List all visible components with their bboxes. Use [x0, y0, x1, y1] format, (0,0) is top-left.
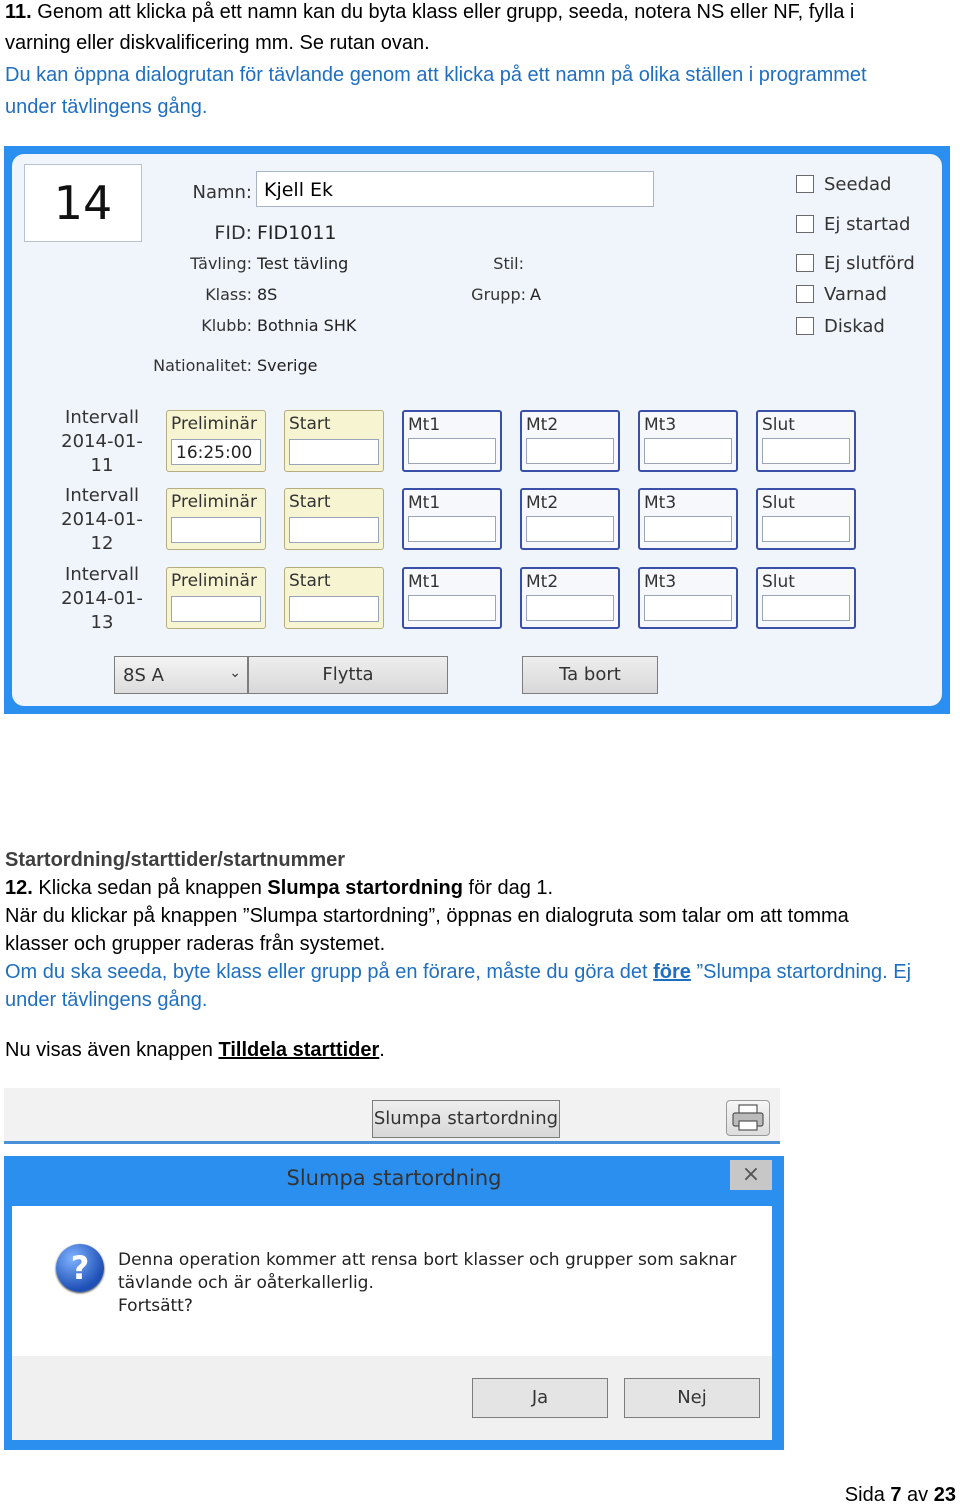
start-time-box[interactable]: Start: [284, 567, 384, 629]
mt2-time-box[interactable]: Mt2: [520, 567, 620, 629]
dialog-title: Slumpa startordning: [286, 1166, 502, 1190]
ej-slutford-checkbox[interactable]: Ej slutförd: [796, 251, 915, 275]
interval-label-1: Intervall 2014-01-11: [61, 407, 143, 476]
start-input[interactable]: [289, 439, 379, 465]
section-12-heading: Startordning/starttider/startnummer: [5, 849, 346, 871]
interval-label-2: Intervall 2014-01-12: [61, 485, 143, 554]
mt2-input[interactable]: [526, 516, 614, 542]
section-11-line-1: 11. Genom att klicka på ett namn kan du byta klass eller grupp, seeda, notera NS eller NF, fylla i: [5, 1, 855, 23]
section-11-note-line-1: Du kan öppna dialogrutan för tävlande genom att klicka på ett namn på olika ställen i programmet: [5, 64, 867, 86]
dialog-message-line-2: tävlande och är oåterkallerlig.: [118, 1273, 374, 1293]
stil-label: Stil:: [493, 254, 524, 273]
section-11-note-line-2: under tävlingens gång.: [5, 96, 208, 118]
varnad-checkbox[interactable]: Varnad: [796, 282, 887, 306]
klubb-value: Bothnia SHK: [257, 316, 357, 335]
preliminar-time-box[interactable]: Preliminär: [166, 488, 266, 550]
close-icon[interactable]: ×: [730, 1160, 772, 1190]
section-12-note-line-1: Om du ska seeda, byte klass eller grupp på en förare, måste du göra det före ”Slumpa startordning. Ej: [5, 961, 912, 983]
printer-icon: [727, 1101, 769, 1135]
no-button[interactable]: Nej: [624, 1378, 760, 1418]
section-12-line-2: När du klickar på knappen ”Slumpa startordning”, öppnas en dialogruta som talar om att tomma: [5, 905, 849, 927]
mt3-input[interactable]: [644, 595, 732, 621]
mt1-input[interactable]: [408, 438, 496, 464]
mt1-time-box[interactable]: Mt1: [402, 488, 502, 550]
competitor-dialog-body: [12, 154, 942, 706]
section-12-line-shown: Nu visas även knappen Tilldela starttider.: [5, 1039, 385, 1061]
preliminar-time-box[interactable]: Preliminär: [166, 567, 266, 629]
nationalitet-value: Sverige: [257, 356, 318, 375]
mt1-input[interactable]: [408, 516, 496, 542]
shuffle-start-order-button[interactable]: Slumpa startordning: [372, 1100, 560, 1138]
start-input[interactable]: [289, 517, 379, 543]
klass-label: Klass:: [205, 285, 252, 304]
checkbox-box[interactable]: [796, 254, 814, 272]
preliminar-input[interactable]: [171, 596, 261, 622]
interval-label-3: Intervall 2014-01-13: [61, 564, 143, 633]
mt3-time-box[interactable]: Mt3: [638, 567, 738, 629]
mt1-input[interactable]: [408, 595, 496, 621]
ej-startad-checkbox[interactable]: Ej startad: [796, 212, 910, 236]
mt3-input[interactable]: [644, 516, 732, 542]
mt2-input[interactable]: [526, 595, 614, 621]
dialog-message-line-3: Fortsätt?: [118, 1296, 193, 1316]
section-11-line-2: varning eller diskvalificering mm. Se rutan ovan.: [5, 32, 430, 54]
start-time-box[interactable]: Start: [284, 410, 384, 472]
klass-value: 8S: [257, 285, 278, 304]
checkbox-box[interactable]: [796, 317, 814, 335]
start-time-box[interactable]: Start: [284, 488, 384, 550]
print-button[interactable]: [726, 1100, 770, 1136]
mt3-time-box[interactable]: Mt3: [638, 488, 738, 550]
class-group-select[interactable]: 8S A ⌄: [114, 656, 248, 694]
page-number: Sida 7 av 23: [844, 1484, 956, 1506]
slut-input[interactable]: [762, 595, 850, 621]
mt1-time-box[interactable]: Mt1: [402, 410, 502, 472]
section-12-line-1: 12. Klicka sedan på knappen Slumpa startordning för dag 1.: [5, 877, 554, 899]
yes-button[interactable]: Ja: [472, 1378, 608, 1418]
mt2-input[interactable]: [526, 438, 614, 464]
dialog-button-bar: [12, 1356, 772, 1440]
toolbar-strip: [4, 1088, 780, 1144]
grupp-value: A: [530, 285, 541, 304]
preliminar-input[interactable]: 16:25:00: [171, 439, 261, 465]
tavling-value: Test tävling: [257, 254, 349, 273]
question-icon: ?: [56, 1244, 104, 1292]
slut-time-box[interactable]: Slut: [756, 488, 856, 550]
start-input[interactable]: [289, 596, 379, 622]
seedad-checkbox[interactable]: Seedad: [796, 172, 891, 196]
name-label: Namn:: [192, 182, 252, 203]
fid-label: FID:: [214, 222, 252, 244]
klubb-label: Klubb:: [201, 316, 252, 335]
move-button[interactable]: Flytta: [248, 656, 448, 694]
name-input[interactable]: Kjell Ek: [256, 171, 654, 207]
diskad-checkbox[interactable]: Diskad: [796, 314, 885, 338]
chevron-down-icon: ⌄: [229, 665, 241, 681]
remove-button[interactable]: Ta bort: [522, 656, 658, 694]
preliminar-time-box[interactable]: Preliminär 16:25:00: [166, 410, 266, 472]
competitor-dialog: [4, 146, 950, 714]
checkbox-box[interactable]: [796, 215, 814, 233]
mt3-input[interactable]: [644, 438, 732, 464]
slut-time-box[interactable]: Slut: [756, 410, 856, 472]
mt2-time-box[interactable]: Mt2: [520, 410, 620, 472]
slut-input[interactable]: [762, 516, 850, 542]
tavling-label: Tävling:: [190, 254, 252, 273]
section-number: 12.: [5, 877, 33, 899]
dialog-message-line-1: Denna operation kommer att rensa bort klasser och grupper som saknar: [118, 1250, 737, 1270]
section-12-line-3: klasser och grupper raderas från systemet.: [5, 933, 386, 955]
start-number: 14: [24, 164, 142, 242]
checkbox-box[interactable]: [796, 285, 814, 303]
slut-input[interactable]: [762, 438, 850, 464]
nationalitet-label: Nationalitet:: [153, 356, 252, 375]
mt2-time-box[interactable]: Mt2: [520, 488, 620, 550]
checkbox-box[interactable]: [796, 175, 814, 193]
preliminar-input[interactable]: [171, 517, 261, 543]
slut-time-box[interactable]: Slut: [756, 567, 856, 629]
confirm-dialog: [4, 1156, 784, 1450]
section-12-note-line-2: under tävlingens gång.: [5, 989, 208, 1011]
mt3-time-box[interactable]: Mt3: [638, 410, 738, 472]
mt1-time-box[interactable]: Mt1: [402, 567, 502, 629]
section-number: 11.: [5, 1, 32, 23]
fid-value: FID1011: [257, 222, 337, 244]
grupp-label: Grupp:: [471, 285, 526, 304]
